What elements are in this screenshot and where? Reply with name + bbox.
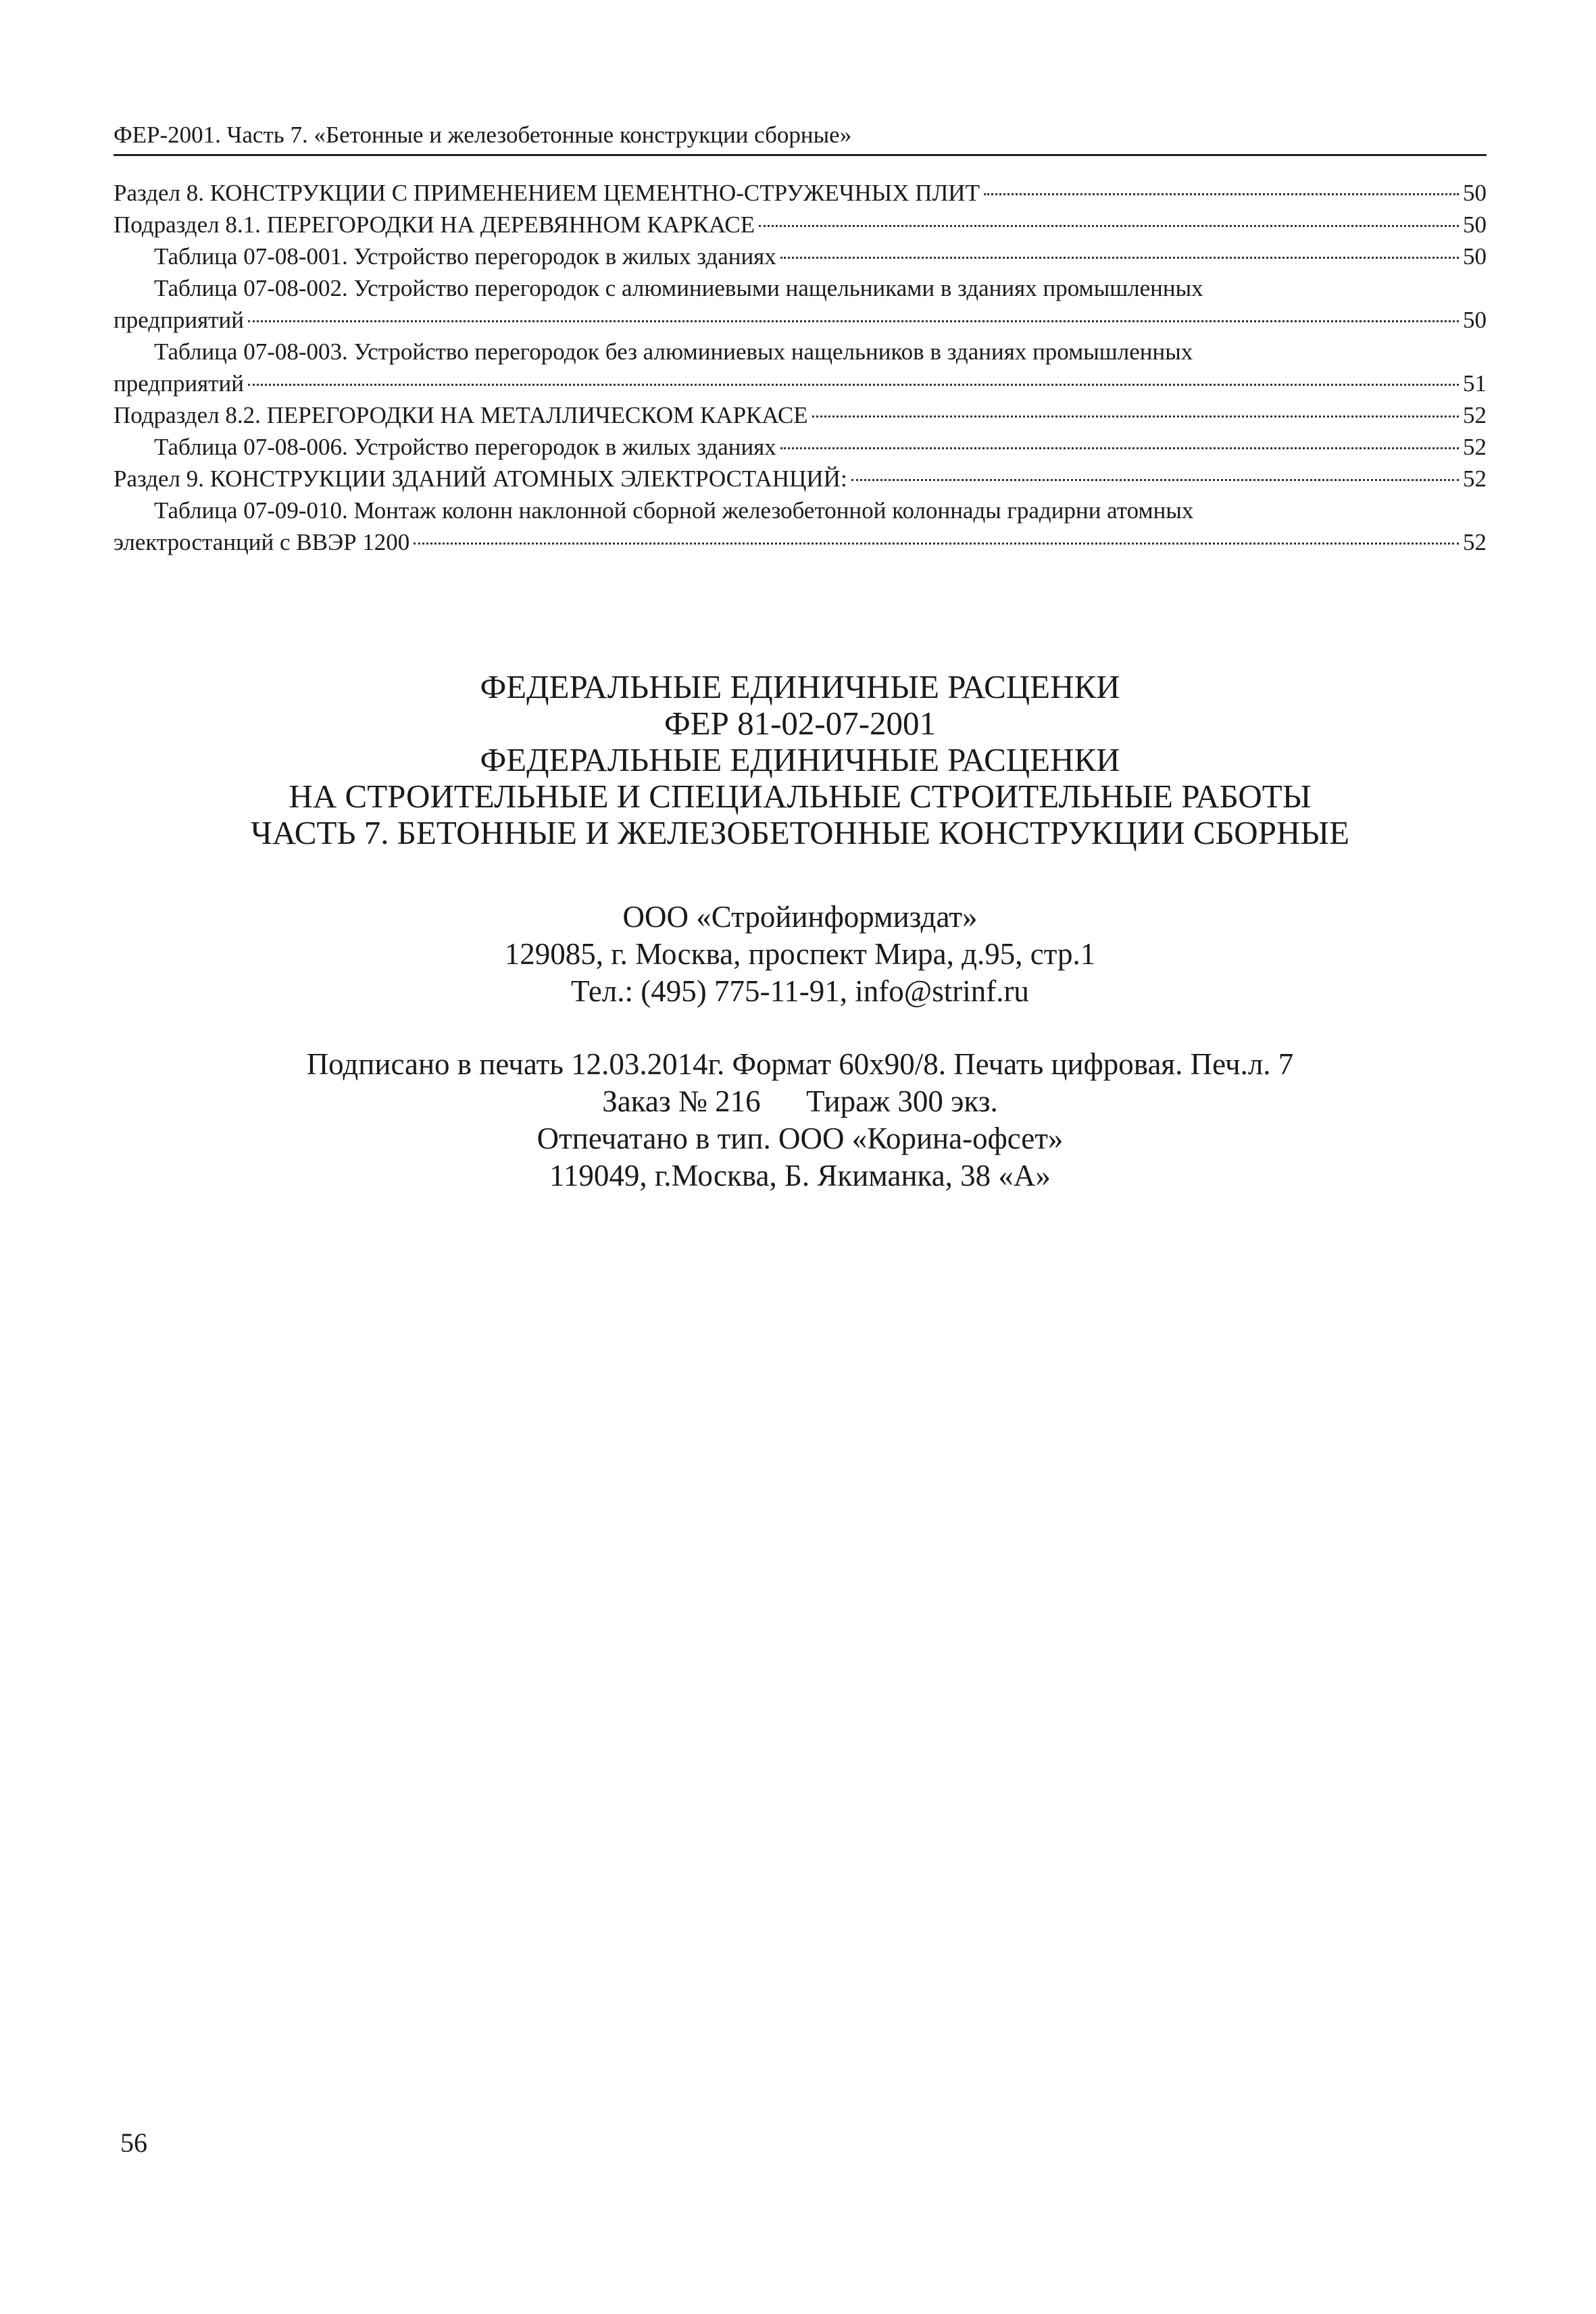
toc-entry-title: Подраздел 8.1. ПЕРЕГОРОДКИ НА ДЕРЕВЯННОМ КАРКАСЕ (114, 211, 755, 238)
publisher-address: 129085, г. Москва, проспект Мира, д.95, стр.1 (504, 937, 1096, 971)
toc-entry (114, 526, 1487, 558)
dot-leader (248, 384, 1459, 386)
toc-entry-page: 52 (1463, 466, 1487, 492)
toc-entry-page: 50 (1463, 180, 1487, 206)
title-line: НА СТРОИТЕЛЬНЫЕ И СПЕЦИАЛЬНЫЕ СТРОИТЕЛЬНЫЕ РАБОТЫ (289, 778, 1312, 815)
toc-entry-title: Таблица 07-08-001. Устройство перегородок в жилых зданиях (154, 243, 776, 270)
dot-leader (414, 543, 1459, 545)
publisher-info (114, 899, 1487, 1010)
dot-leader (780, 257, 1459, 259)
running-header: ФЕР-2001. Часть 7. «Бетонные и железобетонные конструкции сборные» (114, 122, 852, 148)
title-line: ФЕДЕРАЛЬНЫЕ ЕДИНИЧНЫЕ РАСЦЕНКИ (480, 741, 1120, 778)
toc-entry-page: 50 (1463, 307, 1487, 333)
publisher-name: ООО «Стройинформиздат» (622, 900, 978, 934)
toc-entry (114, 463, 1487, 495)
imprint-line: Заказ № 216 Тираж 300 экз. (602, 1084, 998, 1118)
toc-entry-page: 52 (1463, 529, 1487, 555)
toc-entry-first-line: Таблица 07-09-010. Монтаж колонн наклонной сборной железобетонной колоннады градирни атомных (154, 497, 1194, 524)
imprint-line: 119049, г.Москва, Б. Якиманка, 38 «А» (549, 1159, 1051, 1192)
title-line: ЧАСТЬ 7. БЕТОННЫЕ И ЖЕЛЕЗОБЕТОННЫЕ КОНСТРУКЦИИ СБОРНЫЕ (251, 814, 1349, 851)
imprint-info (114, 1046, 1487, 1194)
document-title (114, 669, 1487, 851)
toc-entry-first-line: Таблица 07-08-003. Устройство перегородок без алюминиевых нащельников в зданиях промышленных (154, 338, 1193, 365)
toc-entry (114, 304, 1487, 336)
toc-entry (114, 177, 1487, 209)
toc-entry (114, 431, 1487, 463)
toc-entry (114, 368, 1487, 399)
dot-leader (812, 416, 1459, 418)
toc-entry-title: Раздел 9. КОНСТРУКЦИИ ЗДАНИЙ АТОМНЫХ ЭЛЕКТРОСТАНЦИЙ: (114, 466, 847, 492)
dot-leader (248, 320, 1459, 322)
imprint-line: Отпечатано в тип. ООО «Корина-офсет» (537, 1122, 1064, 1155)
toc-entry-page: 50 (1463, 243, 1487, 270)
toc-entry-page: 50 (1463, 211, 1487, 238)
dot-leader (984, 193, 1459, 195)
toc-entry-title: предприятий (114, 307, 244, 333)
dot-leader (851, 479, 1459, 481)
toc-entry-title: электростанций с ВВЭР 1200 (114, 529, 410, 555)
dot-leader (759, 225, 1459, 227)
toc-entry-first-line: Таблица 07-08-002. Устройство перегородок с алюминиевыми нащельниками в зданиях промышленных (154, 275, 1203, 301)
publisher-contacts: Тел.: (495) 775-11-91, info@strinf.ru (571, 974, 1029, 1008)
toc-entry-title: предприятий (114, 370, 244, 397)
dot-leader (780, 447, 1459, 449)
toc-entry (114, 241, 1487, 272)
page-number: 56 (120, 2128, 147, 2158)
toc-entry-title: Подраздел 8.2. ПЕРЕГОРОДКИ НА МЕТАЛЛИЧЕСКОМ КАРКАСЕ (114, 402, 808, 428)
toc-entry-page: 51 (1463, 370, 1487, 397)
toc-entry-page: 52 (1463, 434, 1487, 460)
table-of-contents (114, 177, 1487, 558)
toc-entry (114, 209, 1487, 241)
toc-entry-title: Раздел 8. КОНСТРУКЦИИ С ПРИМЕНЕНИЕМ ЦЕМЕНТНО-СТРУЖЕЧНЫХ ПЛИТ (114, 180, 980, 206)
header-rule (114, 154, 1487, 156)
toc-entry-page: 52 (1463, 402, 1487, 428)
toc-entry-title: Таблица 07-08-006. Устройство перегородок в жилых зданиях (154, 434, 776, 460)
title-line: ФЕР 81-02-07-2001 (664, 705, 937, 742)
toc-entry (114, 399, 1487, 431)
imprint-line: Подписано в печать 12.03.2014г. Формат 60х90/8. Печать цифровая. Печ.л. 7 (306, 1047, 1294, 1081)
title-line: ФЕДЕРАЛЬНЫЕ ЕДИНИЧНЫЕ РАСЦЕНКИ (480, 668, 1120, 705)
